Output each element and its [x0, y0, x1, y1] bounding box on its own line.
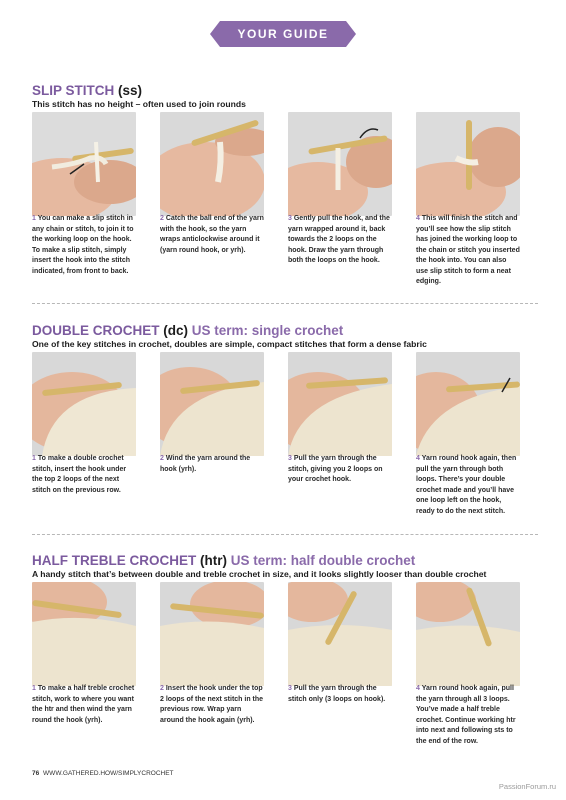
step-text: Pull the yarn through the stitch only (3 loops on hook). [288, 685, 386, 703]
step-text: Insert the hook under the top 2 loops of the next stitch in the previous row. Wrap yarn around the hook again (yrh). [160, 685, 264, 724]
step-caption [288, 214, 392, 267]
page-number: 76 [32, 770, 40, 777]
step-number: 4 [416, 685, 420, 692]
section-divider [32, 534, 538, 535]
step-photo [32, 112, 136, 216]
step-caption [416, 684, 520, 747]
section-abbr: (ss) [114, 83, 143, 98]
section-title [32, 83, 534, 98]
step-number: 3 [288, 455, 292, 462]
step-caption [288, 684, 392, 705]
section-subtitle: A handy stitch that’s between double and treble crochet in size, and it looks slightly looser than double crochet [32, 569, 487, 579]
step-text: This will finish the stitch and you’ll see how the slip stitch has joined the working loop to the chain or stitch you inserted the hook into. You can also use slip stitch to form a neat edging. [416, 215, 520, 285]
step-number: 2 [160, 455, 164, 462]
step-photo [288, 582, 392, 686]
step-text: To make a half treble crochet stitch, work to where you want the htr and then wind the yarn round the hook (yrh). [32, 685, 135, 724]
step-caption [32, 684, 136, 726]
section-subtitle: This stitch has no height – often used to join rounds [32, 99, 246, 109]
section-us-term: US term: half double crochet [227, 553, 416, 568]
step-caption [416, 454, 520, 517]
step-number: 3 [288, 685, 292, 692]
step-number: 1 [32, 455, 36, 462]
section-us-term: US term: single crochet [188, 323, 344, 338]
step-caption [288, 454, 392, 486]
step-text: Yarn round hook again, pull the yarn through all 3 loops. You’ve made a half treble crochet. Continue working htr into next and following sts to the end of the row. [416, 685, 516, 745]
section-double-crochet [32, 323, 534, 349]
step-number: 2 [160, 685, 164, 692]
step-photo [288, 352, 392, 456]
step-photo [32, 352, 136, 456]
step-photo [160, 112, 264, 216]
step-photo [416, 352, 520, 456]
section-slip-stitch [32, 83, 534, 109]
step-text: Catch the ball end of the yarn with the hook, so the yarn wraps anticlockwise around it (yarn round hook, or yrh). [160, 215, 264, 254]
step-text: You can make a slip stitch in any chain or stitch, to join it to the working loop on the hook. To make a slip stitch, simply insert the hook into the stitch indicated, from front to back. [32, 215, 134, 275]
step-caption [160, 684, 264, 726]
step-caption [32, 214, 136, 277]
step-number: 4 [416, 215, 420, 222]
photo-row-slip-stitch [32, 112, 538, 216]
step-text: Wind the yarn around the hook (yrh). [160, 455, 251, 473]
step-caption [160, 454, 264, 475]
step-number: 4 [416, 455, 420, 462]
step-caption [32, 454, 136, 496]
section-abbr: (dc) [159, 323, 188, 338]
section-subtitle: One of the key stitches in crochet, doubles are simple, compact stitches that form a dense fabric [32, 339, 427, 349]
section-title-text: DOUBLE CROCHET [32, 323, 160, 338]
step-number: 1 [32, 215, 36, 222]
step-number: 3 [288, 215, 292, 222]
step-text: Yarn round hook again, then pull the yarn through both loops. There’s your double crochet made and you’ll have one loop left on the hook, ready to do the next stitch. [416, 455, 517, 515]
your-guide-banner [220, 21, 346, 47]
photo-row-half-treble-crochet [32, 582, 538, 686]
photo-row-double-crochet [32, 352, 538, 456]
step-photo [416, 112, 520, 216]
step-caption [416, 214, 520, 288]
step-photo [32, 582, 136, 686]
section-title-text: SLIP STITCH [32, 83, 115, 98]
section-title [32, 323, 534, 338]
section-abbr: (htr) [196, 553, 227, 568]
section-title-text: HALF TREBLE CROCHET [32, 553, 197, 568]
step-photo [416, 582, 520, 686]
step-text: Pull the yarn through the stitch, giving you 2 loops on your crochet hook. [288, 455, 383, 483]
step-number: 2 [160, 215, 164, 222]
banner-label: YOUR GUIDE [237, 27, 329, 41]
section-title [32, 553, 534, 568]
step-photo [288, 112, 392, 216]
step-photo [160, 352, 264, 456]
step-number: 1 [32, 685, 36, 692]
watermark: PassionForum.ru [498, 782, 556, 791]
footer-url[interactable]: WWW.GATHERED.HOW/SIMPLYCROCHET [43, 770, 174, 777]
page-footer [32, 770, 174, 777]
step-text: To make a double crochet stitch, insert the hook under the top 2 loops of the next stitch on the previous row. [32, 455, 127, 494]
step-photo [160, 582, 264, 686]
step-caption [160, 214, 264, 256]
step-text: Gently pull the hook, and the yarn wrapped around it, back towards the 2 loops on the hook. Draw the yarn through both the loops on the hook. [288, 215, 390, 264]
section-divider [32, 303, 538, 304]
section-half-treble-crochet [32, 553, 534, 579]
